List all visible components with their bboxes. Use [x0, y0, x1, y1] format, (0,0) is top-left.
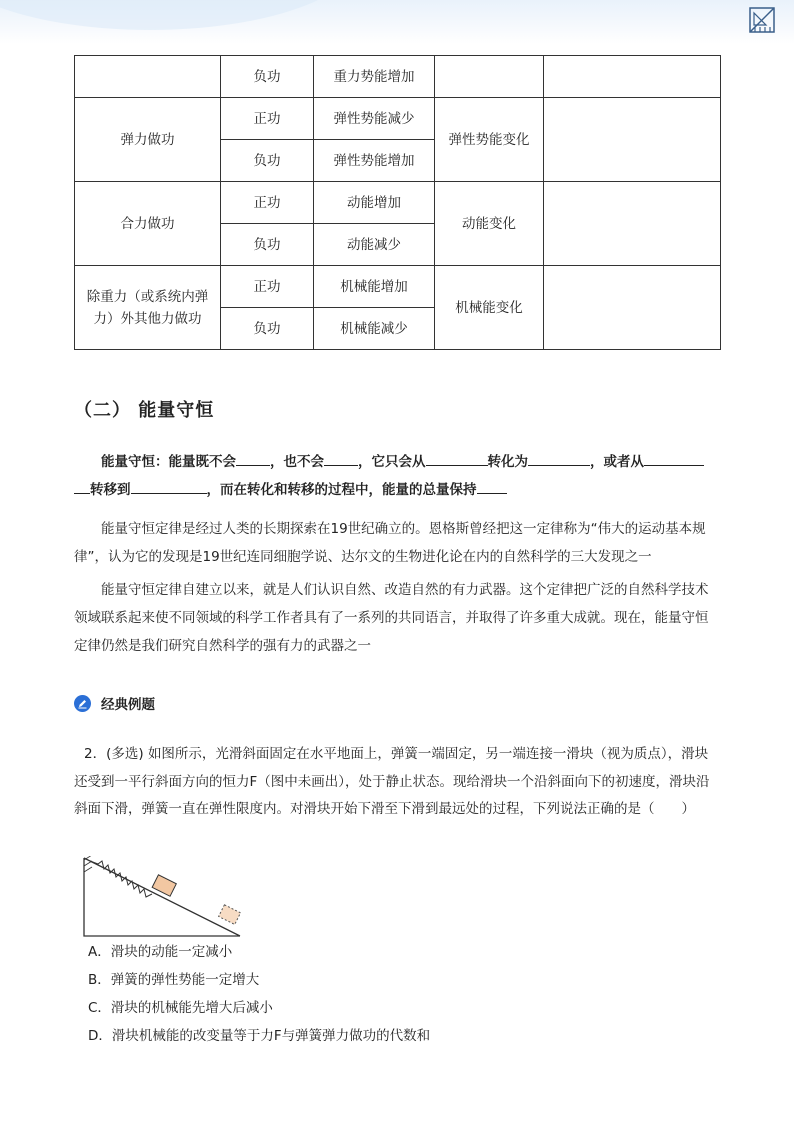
question-stem: [74, 741, 719, 824]
fill-blank: [644, 449, 704, 466]
example-heading: [74, 693, 155, 713]
table-cell-summary: 弹性势能变化: [435, 98, 544, 182]
table-cell-force: 弹力做功: [75, 98, 221, 182]
table-cell-work: 正功: [221, 182, 314, 224]
table-cell-work: 负功: [221, 140, 314, 182]
slider-block-final-position: [219, 905, 241, 925]
fill-blank: [74, 477, 90, 494]
table-cell-work: 负功: [221, 308, 314, 350]
table-cell-change: 重力势能增加: [314, 56, 435, 98]
table-row: [75, 266, 721, 308]
fill-blank: [236, 449, 270, 466]
table-cell-change: 弹性势能减少: [314, 98, 435, 140]
table-cell-note: [544, 182, 721, 266]
slider-block: [152, 875, 176, 896]
option-b: B．弹簧的弹性势能一定增大: [88, 972, 260, 988]
question-tag: (多选): [106, 746, 144, 762]
option-a: A．滑块的动能一定减小: [88, 944, 233, 960]
table-cell-work: 负功: [221, 56, 314, 98]
table-cell-force: [75, 56, 221, 98]
paragraph-history: 能量守恒定律是经过人类的长期探索在19世纪确立的。恩格斯曾经把这一定律称为“伟大的运动基本规律”，认为它的发现是19世纪连同细胞学说、达尔文的生物进化论在内的自然科学的三大发现之一: [74, 521, 706, 565]
table-row: [75, 56, 721, 98]
table-cell-force: 合力做功: [75, 182, 221, 266]
table-cell-change: 弹性势能增加: [314, 140, 435, 182]
table-cell-force: 除重力（或系统内弹力）外其他力做功: [75, 266, 221, 350]
incline-surface: [84, 858, 240, 936]
work-energy-table: [74, 55, 721, 350]
fill-blank: [528, 449, 590, 466]
spring: [90, 861, 152, 897]
question-text: 如图所示，光滑斜面固定在水平地面上，弹簧一端固定，另一端连接一滑块（视为质点），滑块还受到一平行斜面方向的恒力F（图中未画出），处于静止状态。现给滑块一个沿斜面向下的初速度，滑块沿斜面下滑，弹簧一直在弹性限度内。对滑块开始下滑至下滑到最远处的过程，下列说法正确的是（ ）: [74, 746, 710, 817]
table-cell-change: 动能减少: [314, 224, 435, 266]
table-cell-work: 正功: [221, 266, 314, 308]
option-c: C．滑块的机械能先增大后减小: [88, 1000, 273, 1016]
text-segment: ，而在转化和转移的过程中，能量的总量保持: [206, 482, 477, 498]
text-segment: ，它只会从: [358, 454, 426, 470]
table-row: [75, 182, 721, 224]
option-d: D．滑块机械能的改变量等于力F与弹簧弹力做功的代数和: [88, 1028, 431, 1044]
section-title: （二） 能量守恒: [74, 400, 215, 421]
table-cell-note: [544, 56, 721, 98]
fill-blank: [324, 449, 358, 466]
table-cell-change: 动能增加: [314, 182, 435, 224]
table-cell-summary: 机械能变化: [435, 266, 544, 350]
text-segment: 转移到: [90, 482, 131, 498]
fill-blank: [426, 449, 488, 466]
pencil-icon: [74, 695, 91, 712]
table-row: [75, 98, 721, 140]
table-cell-work: 正功: [221, 98, 314, 140]
conservation-definition: [74, 448, 719, 504]
text-segment: 能量守恒：能量既不会: [101, 454, 236, 470]
paragraph-significance: 能量守恒定律自建立以来，就是人们认识自然、改造自然的有力武器。这个定律把广泛的自然科学技术领域联系起来使不同领域的科学工作者具有了一系列的共同语言，并取得了许多重大成就。现在，能量守恒定律仍然是我们研究自然科学的强有力的武器之一: [74, 582, 709, 654]
text-segment: ，或者从: [590, 454, 644, 470]
incline-spring-diagram: [80, 856, 245, 938]
table-cell-work: 负功: [221, 224, 314, 266]
ruler-logo-icon: [747, 5, 777, 35]
fill-blank: [131, 477, 207, 494]
fill-blank: [477, 477, 507, 494]
example-heading-label: 经典例题: [101, 697, 155, 713]
table-cell-change: 机械能减少: [314, 308, 435, 350]
text-segment: ，也不会: [270, 454, 324, 470]
question-number: 2．: [84, 746, 107, 762]
table-cell-summary: 动能变化: [435, 182, 544, 266]
table-cell-summary: [435, 56, 544, 98]
table-cell-note: [544, 98, 721, 182]
text-segment: 转化为: [487, 454, 528, 470]
table-cell-change: 机械能增加: [314, 266, 435, 308]
table-cell-note: [544, 266, 721, 350]
